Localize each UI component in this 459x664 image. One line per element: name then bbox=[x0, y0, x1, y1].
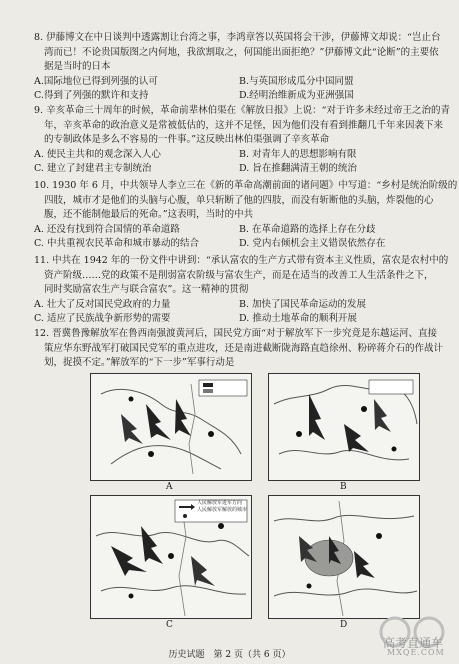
question-text: 年，辛亥革命的政治意义是常被低估的，这并不足怪，因为他们没有看到推翻几千年来因袭下来 bbox=[44, 119, 444, 131]
option-a[interactable]: A. 使民主共和的观念深入人心 bbox=[34, 148, 161, 160]
option-d[interactable]: D. 推动土地革命的顺利开展 bbox=[239, 313, 357, 324]
question-11 bbox=[34, 254, 449, 327]
map-c-legend bbox=[197, 500, 247, 514]
option-d[interactable]: D. 党内右倾机会主义错误依然存在 bbox=[239, 238, 386, 249]
question-text: 同时奖励富农生产与联合富农”。这一精神的贯彻 bbox=[44, 284, 249, 295]
option-c[interactable]: C.得到了列强的默许和支持 bbox=[34, 90, 149, 101]
question-text: 腹，还不能制他最后的死命。”这表明，当时的中共 bbox=[44, 209, 254, 220]
question-text: 12. 晋冀鲁豫解放军在鲁西南强渡黄河后，国民党方面“对于解放军下一步究竟是东越运河、直接 bbox=[34, 328, 437, 339]
option-c[interactable]: C. 适应了民族战争新形势的需要 bbox=[34, 313, 171, 324]
watermark-url: MXQE.COM bbox=[387, 648, 445, 657]
question-text: 8. 伊藤博文在中日谈判中透露割让台湾之事，李鸿章答以英国将会干涉，伊藤博文却说：“岂止台 bbox=[34, 32, 441, 43]
map-b[interactable] bbox=[268, 373, 420, 481]
map-a-drawing bbox=[91, 374, 251, 480]
option-d[interactable]: D. 旨在推翻满清王朝的统治 bbox=[239, 163, 357, 174]
question-9 bbox=[34, 104, 450, 177]
question-8 bbox=[34, 31, 446, 104]
map-c[interactable] bbox=[90, 495, 252, 619]
option-d[interactable]: D.经明治维新成为亚洲强国 bbox=[239, 90, 354, 101]
map-d-drawing bbox=[269, 496, 419, 618]
question-text: 10. 1930 年 6 月，中共领导人李立三在《新的革命高潮前面的诸问题》中写道：“乡村是统治阶级的 bbox=[34, 180, 458, 191]
option-c[interactable]: C. 中共重视农民革命和城市暴动的结合 bbox=[34, 238, 199, 249]
option-a[interactable]: A. 壮大了反对国民党政府的力量 bbox=[34, 298, 171, 310]
map-d[interactable] bbox=[268, 495, 420, 619]
option-b[interactable]: B. 对青年人的思想影响有限 bbox=[239, 148, 357, 160]
question-text: 策应华东野战军打破国民党军的重点进攻，还是南进截断陇海路直趋徐州、粉碎蒋介石的作战计 bbox=[44, 342, 444, 354]
map-label-b: B bbox=[340, 482, 347, 492]
map-b-drawing bbox=[269, 374, 419, 480]
question-text: 11. 中共在 1942 年的一份文件中讲到：“承认富农的生产方式带有资本主义性质，富农是农村中的 bbox=[34, 255, 449, 266]
map-label-d: D bbox=[340, 620, 348, 630]
option-b[interactable]: B. 加快了国民革命运动的发展 bbox=[239, 298, 367, 310]
question-text: 四肢，城市才是他们的头脑与心腹，单只斩断了他的四肢，而没有斩断他的头脑，炸裂他的心 bbox=[44, 194, 434, 206]
option-b[interactable]: B.与英国形成瓜分中国同盟 bbox=[239, 75, 354, 87]
question-text: 资产阶级……党的政策不是削弱富农阶级与富农生产，而是在适当的改善工人生活条件之下， bbox=[44, 269, 434, 281]
question-text: 据是当时的日本 bbox=[44, 61, 111, 72]
legend-entry: 人民解放军解放的城市 bbox=[197, 507, 248, 513]
option-a[interactable]: A.国际地位已得到列强的认可 bbox=[34, 75, 158, 87]
map-a[interactable] bbox=[90, 373, 252, 481]
question-text: 9. 辛亥革命三十周年的时候，革命前辈林伯渠在《解放日报》上说：“对于许多未经过帝王之治的青 bbox=[34, 105, 450, 116]
map-label-a: A bbox=[166, 482, 173, 492]
question-text: 划，捉摸不定。”解放军的“下一步”军事行动是 bbox=[44, 357, 235, 368]
map-options bbox=[90, 365, 440, 635]
map-label-c: C bbox=[166, 620, 173, 630]
page-footer: 历史试题 第 2 页（共 6 页） bbox=[168, 650, 291, 660]
map-c-drawing bbox=[91, 496, 251, 618]
question-text: 的专制政体是多么不容易的一件事。”这反映出林伯渠强调了辛亥革命 bbox=[44, 134, 330, 145]
question-10 bbox=[34, 179, 458, 252]
option-a[interactable]: A. 还没有找到符合国情的革命道路 bbox=[34, 223, 180, 235]
option-c[interactable]: C. 建立了封建君主专制统治 bbox=[34, 163, 152, 174]
question-text: 湾而已！不论贵国版图之内何地，我欲割取之，何国能出面拒绝？”伊藤博文此“论断”的主要依 bbox=[44, 46, 439, 58]
legend-entry: 人民解放军进军方向 bbox=[197, 500, 243, 506]
question-12 bbox=[34, 327, 446, 371]
watermark-text: 高考直通车 bbox=[383, 636, 444, 650]
option-b[interactable]: B. 在革命道路的选择上存在分歧 bbox=[239, 223, 376, 235]
